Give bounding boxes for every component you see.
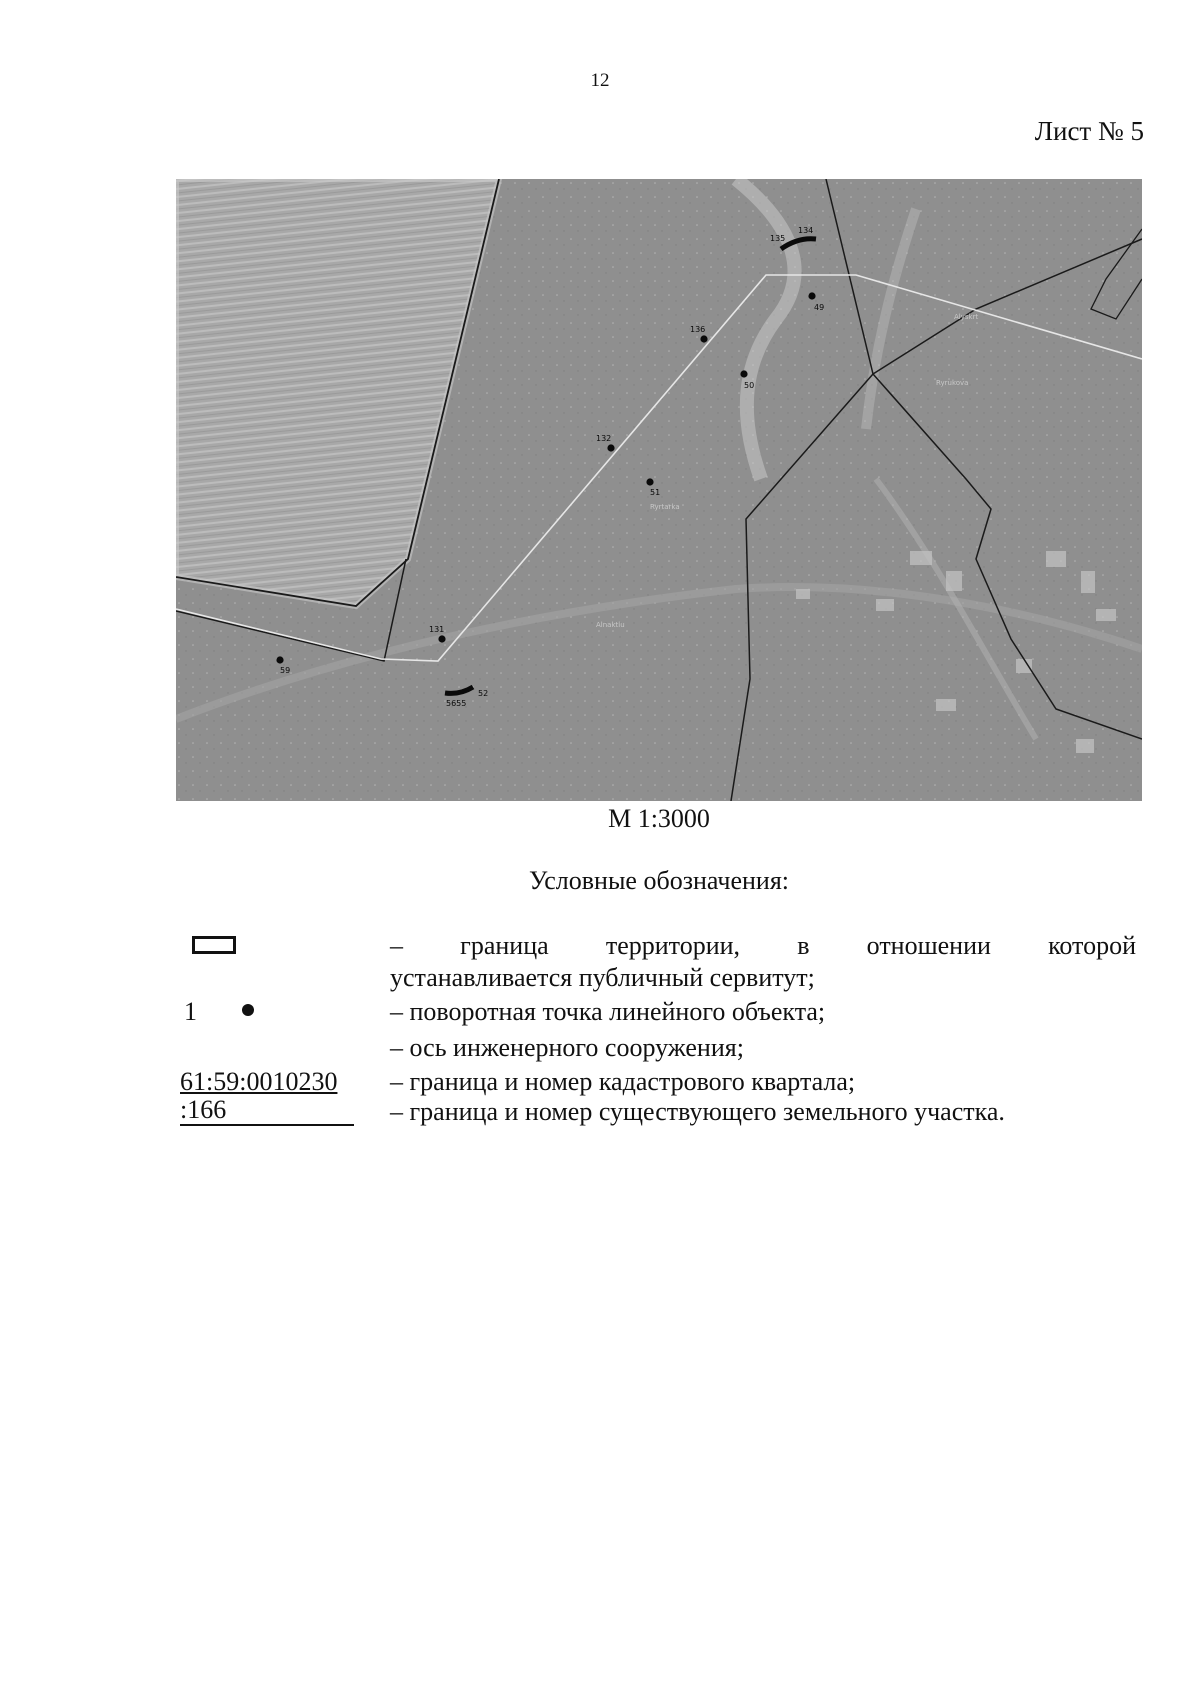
- legend-desc-quarter: – граница и номер кадастрового квартала;: [390, 1067, 856, 1096]
- point-label-59: 59: [280, 666, 291, 675]
- land-plot-symbol: :166: [180, 1096, 354, 1126]
- point-label-134: 134: [798, 226, 814, 235]
- map-frame: [176, 179, 1142, 801]
- turning-point-136: [700, 335, 707, 342]
- point-label-135: 135: [770, 234, 786, 243]
- legend-item-servitude: [176, 930, 1136, 996]
- point-label-136: 136: [690, 325, 706, 334]
- map-scale: М 1:3000: [608, 804, 710, 833]
- faint-map-label: Alnaktlu: [596, 621, 625, 629]
- turning-point-49: [808, 292, 815, 299]
- map-canvas: [176, 179, 1142, 801]
- point-label-51: 51: [650, 488, 661, 497]
- legend-desc-axis: – ось инженерного сооружения;: [390, 1033, 744, 1062]
- point-label-5655: 5655: [446, 699, 467, 708]
- legend: [176, 930, 1136, 1130]
- page-number: 12: [590, 70, 610, 91]
- legend-item-axis: [176, 1032, 1136, 1066]
- point-label-132: 132: [596, 434, 612, 443]
- cadastral-quarter-symbol: 61:59:0010230: [180, 1067, 338, 1096]
- turning-point-59: [276, 656, 283, 663]
- servitude-rectangle-icon: [192, 936, 236, 954]
- turning-point-131: [438, 635, 445, 642]
- turning-point-icon: [242, 1004, 254, 1016]
- point-label-50: 50: [744, 381, 755, 390]
- legend-item-point: [176, 996, 1136, 1032]
- faint-map-label: Ryrukova: [936, 379, 969, 387]
- sheet-label: Лист № 5: [1034, 116, 1144, 146]
- turning-point-50: [740, 370, 747, 377]
- point-label-131: 131: [429, 625, 445, 634]
- turning-point-51: [646, 478, 653, 485]
- point-label-52: 52: [478, 689, 489, 698]
- point-label-49: 49: [814, 303, 825, 312]
- legend-desc-servitude: – граница территории, в отношении которой устанавливается публичный сервитут;: [390, 931, 1136, 992]
- faint-map-label: Ryrtarka: [650, 503, 680, 511]
- legend-item-quarter: [176, 1066, 1136, 1096]
- legend-desc-plot: – граница и номер существующего земельного участка.: [390, 1097, 1005, 1126]
- faint-map-label: Alyskrt: [954, 313, 979, 321]
- turning-point-132: [607, 444, 614, 451]
- point-number-sample: 1: [184, 997, 197, 1026]
- legend-title: Условные обозначения:: [528, 866, 790, 895]
- legend-item-plot: [176, 1096, 1136, 1130]
- legend-desc-point: – поворотная точка линейного объекта;: [390, 997, 826, 1026]
